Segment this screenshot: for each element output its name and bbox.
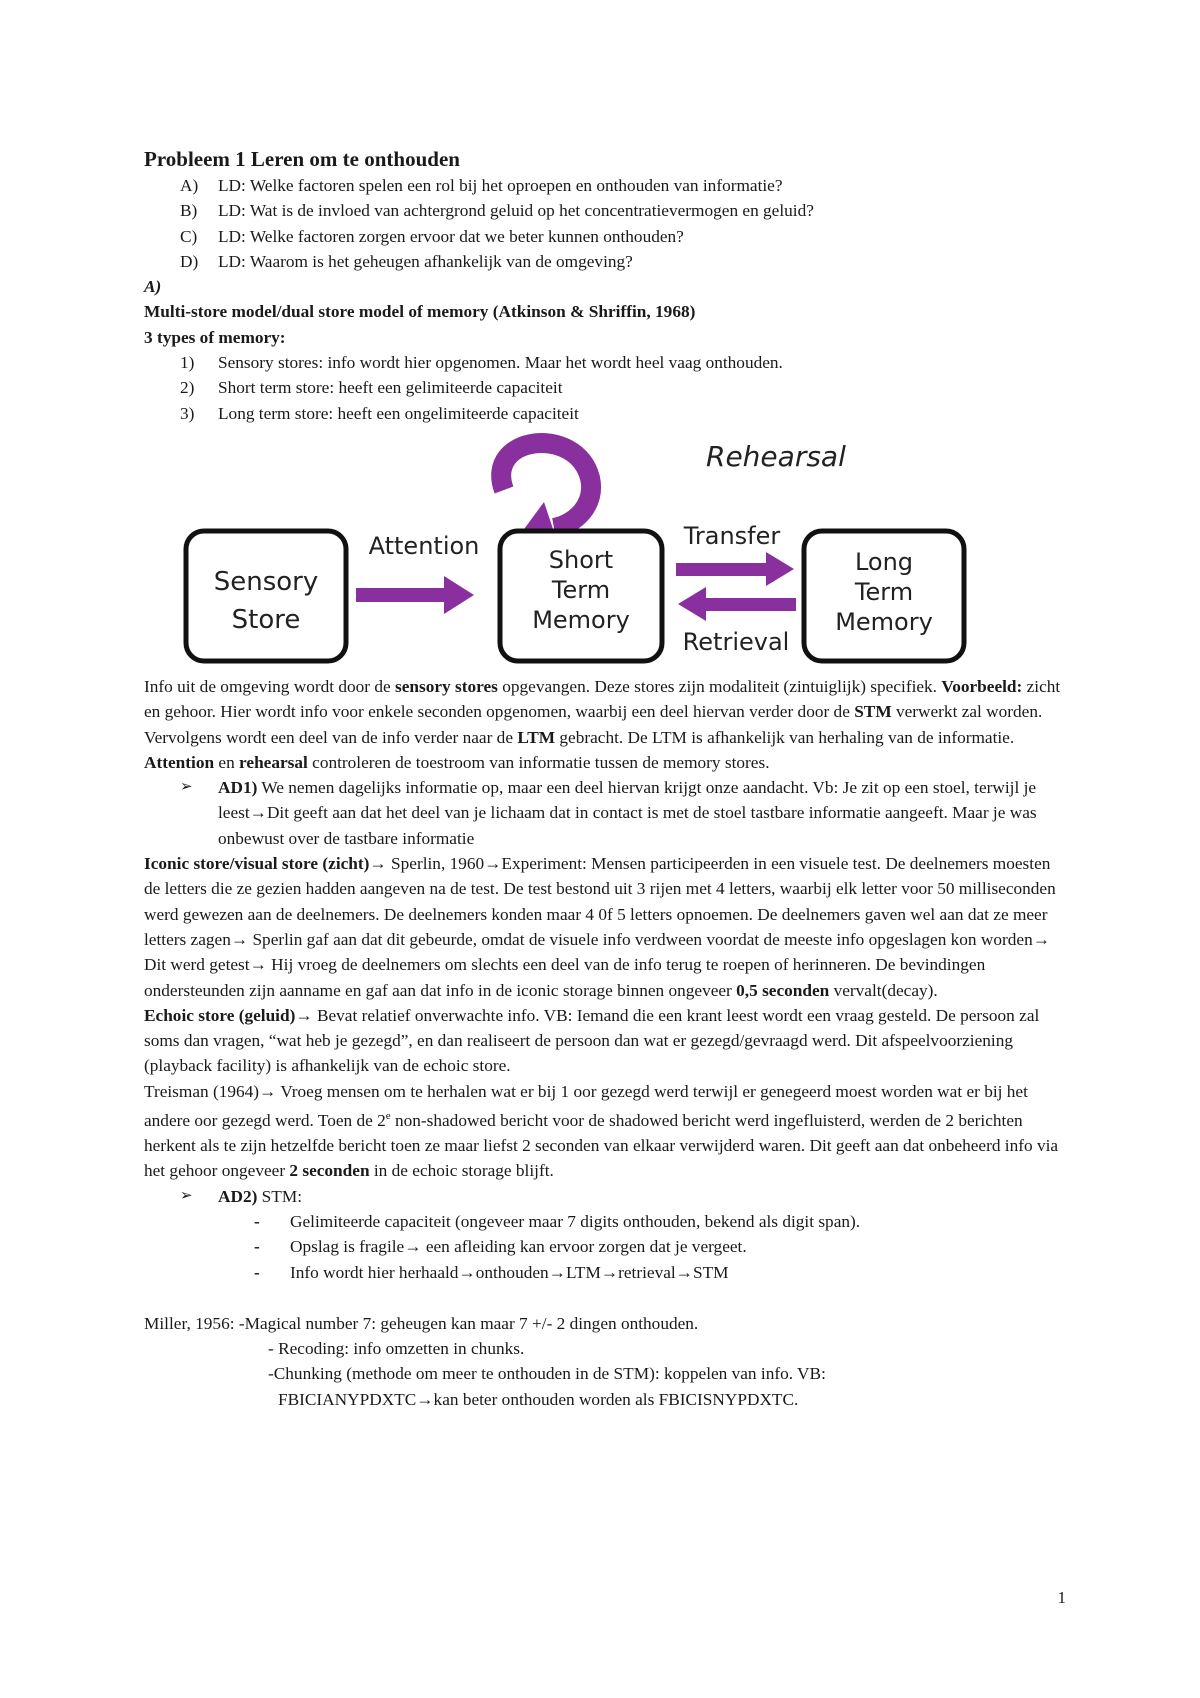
long-label-1: Long <box>854 547 914 576</box>
short-label-2: Term <box>551 575 611 604</box>
transfer-label: Transfer <box>683 521 781 550</box>
arrow-bullet-icon: ➢ <box>180 779 193 796</box>
ad2-bullet: ➢ AD2) STM: <box>144 1184 1064 1209</box>
list-item: A) LD: Welke factoren spelen een rol bij het oproepen en onthouden van informatie? <box>180 176 783 195</box>
long-label-3: Memory <box>835 607 933 636</box>
miller-line-3: -Chunking (methode om meer te onthouden in de STM): koppelen van info. VB: <box>268 1364 826 1384</box>
types-heading: 3 types of memory: <box>144 327 286 347</box>
section-heading-a: A) <box>144 277 162 297</box>
list-item: - Info wordt hier herhaald→onthouden→LTM→retrieval→STM <box>254 1262 729 1282</box>
attention-arrow-icon <box>356 576 474 614</box>
list-item: 3) Long term store: heeft een ongelimiteerde capaciteit <box>180 403 579 423</box>
page-title: Probleem 1 Leren om te onthouden <box>144 147 460 171</box>
list-item: C) LD: Welke factoren zorgen ervoor dat we beter kunnen onthouden? <box>180 226 684 246</box>
iconic-paragraph: Iconic store/visual store (zicht)→ Sperlin, 1960→Experiment: Mensen participeerden in een visuele test. De deelnemers moesten de letters die ze gezien hadden aangeven na de test. De test bestond uit 3 rijen met 4 letters, waarbij elk letter voor 50 milliseconden werd gewezen aan de deelnemers. De deelnemers konden maar 4 0f 5 letters opnoemen. De deelnemers gaven wel aan dat ze meer letters zagen→ Sperlin gaf aan dat dit gebeurde, omdat de visuele info verdween voordat de meeste info opgeslagen kon worden→ Dit werd getest→ Hij vroeg de deelnemers om slechts een deel van de info terug te roepen of herinneren. De bevindingen ondersteunden zijn aanname en gaf aan dat info in de iconic storage binnen ongeveer 0,5 seconden vervalt(decay). <box>144 854 1056 1000</box>
arrow-bullet-icon: ➢ <box>180 1187 193 1204</box>
list-item: - Gelimiteerde capaciteit (ongeveer maar 7 digits onthouden, bekend als digit span). <box>254 1211 861 1231</box>
intro-paragraph: Info uit de omgeving wordt door de sensory stores opgevangen. Deze stores zijn modaliteit (zintuiglijk) specifiek. Voorbeeld: zicht en gehoor. Hier wordt info voor enkele seconden opgenomen, waarbij een deel hiervan verder door de STM verwerkt zal worden. Vervolgens wordt een deel van de info verder naar de LTM gebracht. De LTM is afhankelijk van herhaling van de informatie. Attention en rehearsal controleren de toestroom van informatie tussen de memory stores. <box>144 676 1061 772</box>
stm-list <box>144 1209 1064 1285</box>
miller-line-4: FBICIANYPDXTC→kan beter onthouden worden als FBICISNYPDXTC. <box>278 1389 799 1409</box>
transfer-arrow-icon <box>676 552 794 586</box>
memory-model-diagram <box>144 428 1064 668</box>
treisman-paragraph: Treisman (1964)→ Vroeg mensen om te herhalen wat er bij 1 oor gezegd werd terwijl er genegeerd moest worden wat er bij het andere oor gezegd werd. Toen de 2e non-shadowed bericht voor de shadowed bericht werd ingefluisterd, werden de 2 berichten herkent als te zijn hetzelfde bericht toen ze maar liefst 2 seconden van elkaar verwijderd waren. Dit geeft aan dat onbeheerd info via het gehoor ongeveer 2 seconden in de echoic storage blijft. <box>144 1081 1059 1181</box>
list-item: 1) Sensory stores: info wordt hier opgenomen. Maar het wordt heel vaag onthouden. <box>180 353 783 373</box>
echoic-paragraph: Echoic store (geluid)→ Bevat relatief onverwachte info. VB: Iemand die een krant leest wordt een vraag gesteld. De persoon zal soms dan vragen, “wat heb je gezegd”, en dan realiseert de persoon dan wat er gezegd/gevraagd werd. Dit afspeelvoorziening (playback facility) is afhankelijk van de echoic store. <box>144 1005 1040 1076</box>
miller-block <box>144 1311 1064 1412</box>
learning-goals-list <box>144 173 1064 274</box>
list-item: D) LD: Waarom is het geheugen afhankelijk van de omgeving? <box>180 251 633 271</box>
sensory-label-1: Sensory <box>213 566 319 597</box>
long-label-2: Term <box>854 577 914 606</box>
ad1-bullet: ➢ AD1) We nemen dagelijks informatie op, maar een deel hiervan krijgt onze aandacht. Vb: Je zit op een stoel, terwijl je leest→Dit geeft aan dat het deel van je lichaam dat in contact is met de stoel tastbare informatie aangeeft. Maar je was onbewust over de tastbare informatie <box>144 775 1064 851</box>
memory-types-list <box>144 350 1064 426</box>
retrieval-arrow-icon <box>678 587 796 621</box>
page-content <box>144 146 1064 1412</box>
short-label-3: Memory <box>532 605 630 634</box>
attention-label: Attention <box>368 531 480 560</box>
rehearsal-label: Rehearsal <box>706 439 846 473</box>
sensory-label-2: Store <box>231 604 301 635</box>
retrieval-label: Retrieval <box>682 627 790 656</box>
list-item: B) LD: Wat is de invloed van achtergrond geluid op het concentratievermogen en geluid? <box>180 201 814 221</box>
list-item: - Opslag is fragile→ een afleiding kan ervoor zorgen dat je vergeet. <box>254 1237 747 1257</box>
list-item: 2) Short term store: heeft een gelimiteerde capaciteit <box>180 378 563 398</box>
short-label-1: Short <box>548 545 614 574</box>
page-number: 1 <box>1057 1588 1066 1607</box>
model-heading: Multi-store model/dual store model of memory (Atkinson & Shriffin, 1968) <box>144 302 696 322</box>
miller-line-1: Miller, 1956: -Magical number 7: geheugen kan maar 7 +/- 2 dingen onthouden. <box>144 1313 699 1333</box>
memory-model-svg <box>144 428 1064 668</box>
miller-line-2: - Recoding: info omzetten in chunks. <box>268 1339 525 1359</box>
